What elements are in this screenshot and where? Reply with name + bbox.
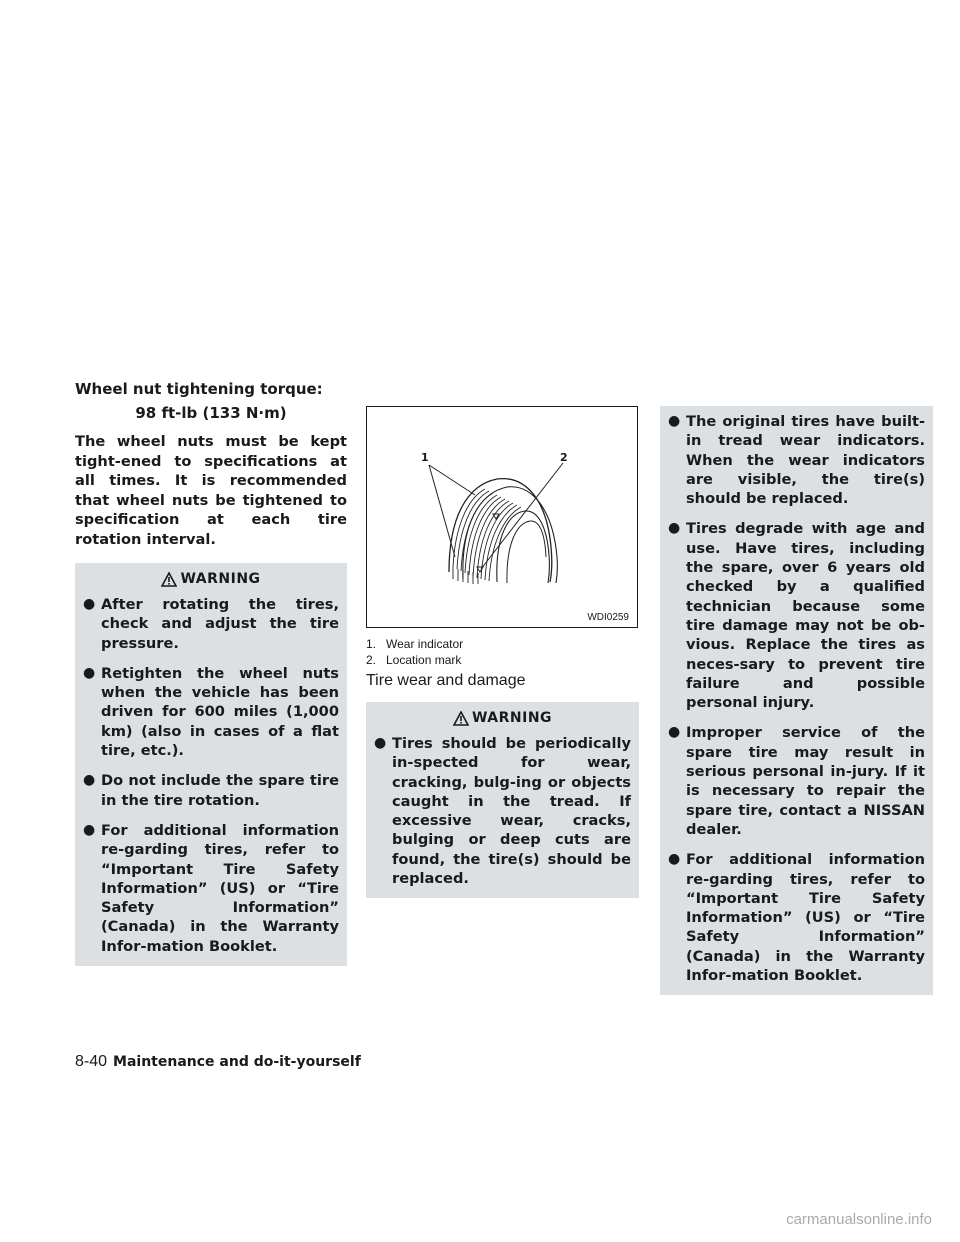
list-item-text: For additional information re-garding tires, refer to “Important Tire Safety Information” (US) or “Tire Safety Information” (Canada) in the Warranty Infor-mation Booklet.	[686, 851, 925, 985]
warning-title-text: WARNING	[180, 571, 261, 587]
list-item-text: Tires degrade with age and use. Have tires, including the spare, over 6 years old checked by a qualified technician because some tire damage may not be ob-vious. Replace the tires as neces-sary to prevent tire failure and possible personal injury.	[686, 520, 925, 712]
list-item-text: After rotating the tires, check and adjust the tire pressure.	[101, 596, 339, 652]
warning-list	[668, 412, 925, 985]
caption-number: 2.	[366, 653, 377, 667]
list-item-text: Improper service of the spare tire may result in serious personal in-jury. If it is necessary to repair the spare tire, contact a NISSAN dealer.	[686, 724, 925, 838]
torque-heading: Wheel nut tightening torque:	[75, 380, 323, 398]
list-item	[668, 850, 925, 985]
warning-list	[83, 595, 339, 956]
figure-label-2: 2	[560, 451, 568, 464]
list-item	[83, 595, 339, 653]
warning-box-tire-damage	[366, 702, 639, 898]
caption-item	[366, 636, 639, 652]
list-item	[374, 734, 631, 888]
caption-number: 1.	[366, 637, 377, 651]
list-item-text: The original tires have built-in tread wear indicators. When the wear indicators are visible, the tire(s) should be replaced.	[686, 413, 925, 508]
tire-wear-indicator-figure	[366, 406, 638, 628]
warning-box-rotation	[75, 563, 347, 966]
page-number: 8-40	[75, 1053, 108, 1070]
list-item-text: Retighten the wheel nuts when the vehicle has been driven for 600 miles (1,000 km) (also in cases of a flat tire, etc.).	[101, 664, 339, 760]
right-column	[660, 406, 933, 995]
list-item	[668, 519, 925, 712]
warning-triangle-icon	[161, 572, 177, 587]
list-item-text: Do not include the spare tire in the tire rotation.	[101, 772, 339, 809]
list-item	[668, 412, 925, 508]
section-heading: Tire wear and damage	[366, 672, 526, 689]
caption-text: Wear indicator	[386, 637, 464, 651]
warning-title-text: WARNING	[471, 710, 553, 726]
list-item	[83, 771, 339, 810]
bullet-icon: ●	[374, 735, 387, 751]
list-item	[83, 664, 339, 760]
wheel-nut-paragraph: The wheel nuts must be kept tight-ened to specifications at all times. It is recommended that wheel nuts be tightened to specification at each tire rotation interval.	[75, 433, 347, 548]
bullet-icon: ●	[83, 596, 96, 612]
figure-code: WDI0259	[587, 612, 629, 623]
caption-text: Location mark	[386, 653, 462, 667]
middle-column	[366, 406, 639, 898]
bullet-icon: ●	[83, 772, 96, 789]
footer-section-title: Maintenance and do-it-yourself	[113, 1054, 361, 1070]
left-column	[75, 380, 347, 966]
bullet-icon: ●	[83, 821, 96, 838]
warning-triangle-icon	[453, 711, 469, 726]
warning-box-continued	[660, 406, 933, 995]
torque-value: 98 ft-lb (133 N·m)	[135, 404, 287, 422]
figure-captions	[366, 636, 639, 668]
warning-title	[374, 710, 631, 726]
bullet-icon: ●	[668, 724, 681, 741]
caption-item	[366, 652, 639, 668]
bullet-icon: ●	[83, 664, 96, 681]
list-item	[668, 723, 925, 839]
bullet-icon: ●	[668, 851, 681, 868]
figure-label-1: 1	[421, 451, 429, 464]
list-item-text: For additional information re-garding tires, refer to “Important Tire Safety Information” (US) or “Tire Safety Information” (Canada) in the Warranty Infor-mation Booklet.	[101, 821, 339, 955]
warning-title	[83, 571, 339, 587]
list-item-text: Tires should be periodically in-spected for wear, cracking, bulg-ing or objects caught in the tread. If excessive wear, cracks, bulging or deep cuts are found, the tire(s) should be replaced.	[392, 735, 631, 888]
bullet-icon: ●	[668, 413, 681, 429]
page-footer	[75, 1052, 361, 1071]
bullet-icon: ●	[668, 520, 681, 537]
watermark: carmanualsonline.info	[786, 1211, 932, 1228]
list-item	[83, 821, 339, 956]
tire-illustration	[367, 407, 637, 627]
warning-list	[374, 734, 631, 888]
